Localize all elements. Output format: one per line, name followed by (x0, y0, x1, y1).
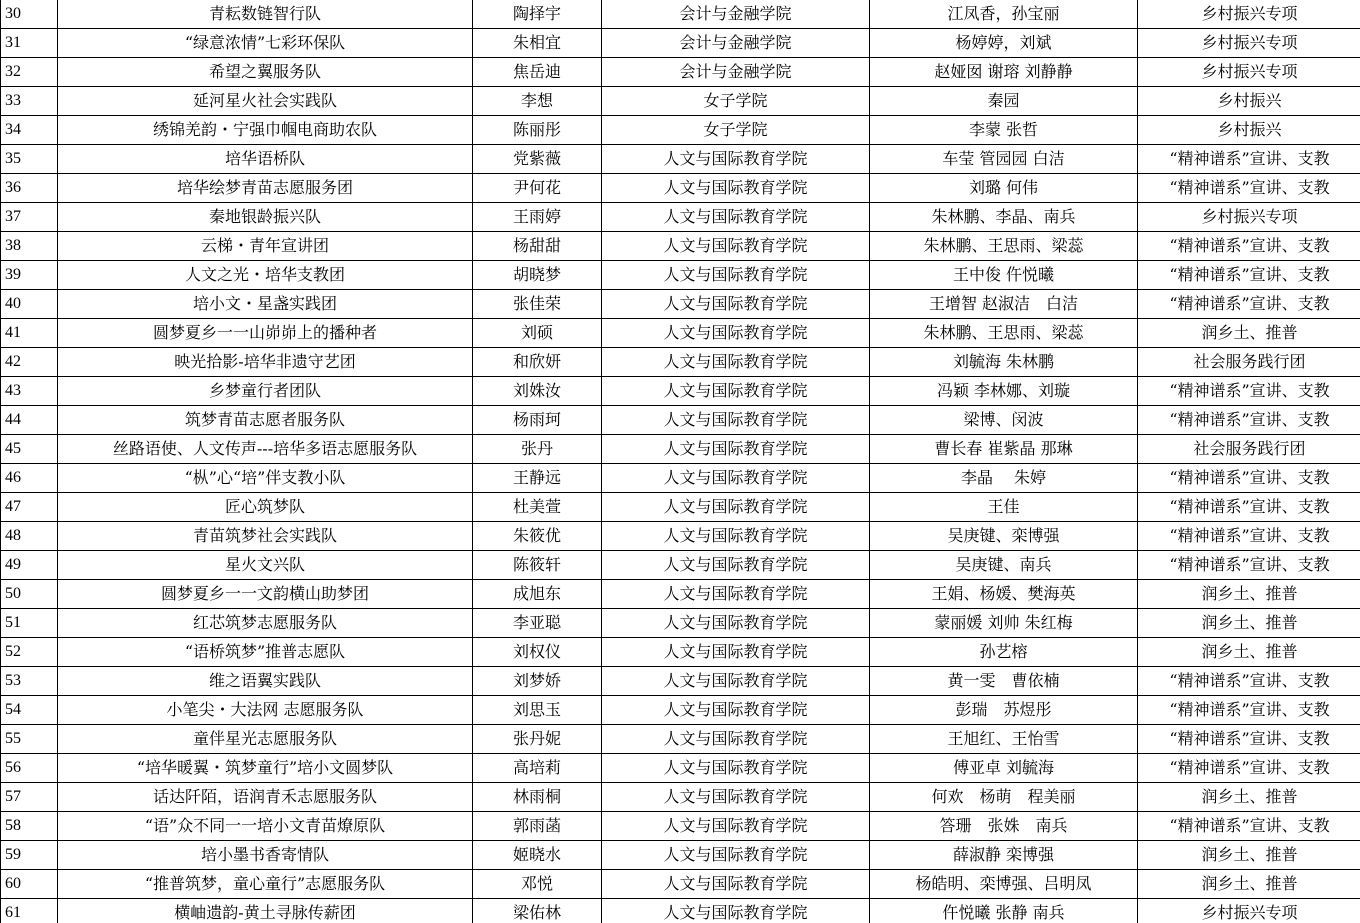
cell-college[interactable]: 人文与国际教育学院 (602, 319, 870, 348)
table-row (1, 638, 1360, 667)
cell-category[interactable]: 润乡土、推普 (1138, 870, 1360, 899)
cell-number[interactable]: 31 (1, 29, 58, 58)
cell-team-name[interactable]: 筑梦青苗志愿者服务队 (58, 406, 473, 435)
cell-number[interactable]: 30 (1, 0, 58, 29)
cell-college[interactable]: 人文与国际教育学院 (602, 580, 870, 609)
cell-team-name[interactable]: “语桥筑梦”推普志愿队 (58, 638, 473, 667)
cell-category[interactable]: 乡村振兴专项 (1138, 58, 1360, 87)
cell-college[interactable]: 女子学院 (602, 116, 870, 145)
cell-number[interactable]: 40 (1, 290, 58, 319)
cell-category[interactable]: 乡村振兴专项 (1138, 0, 1360, 29)
table-row (1, 522, 1360, 551)
table-row (1, 319, 1360, 348)
cell-number[interactable]: 39 (1, 261, 58, 290)
cell-team-name[interactable]: “推普筑梦，童心童行”志愿服务队 (58, 870, 473, 899)
cell-number[interactable]: 53 (1, 667, 58, 696)
cell-advisor[interactable]: 江凤香，孙宝丽 (870, 0, 1138, 29)
cell-leader[interactable]: 陈筱轩 (473, 551, 602, 580)
cell-category[interactable]: 社会服务践行团 (1138, 435, 1360, 464)
cell-category[interactable]: 润乡土、推普 (1138, 783, 1360, 812)
table-row (1, 377, 1360, 406)
cell-number[interactable]: 44 (1, 406, 58, 435)
cell-college[interactable]: 人文与国际教育学院 (602, 290, 870, 319)
cell-advisor[interactable]: 吴庚键、栾博强 (870, 522, 1138, 551)
table-row (1, 609, 1360, 638)
cell-category[interactable]: 乡村振兴专项 (1138, 899, 1360, 923)
cell-college[interactable]: 人文与国际教育学院 (602, 899, 870, 923)
cell-college[interactable]: 会计与金融学院 (602, 29, 870, 58)
cell-leader[interactable]: 高培莉 (473, 754, 602, 783)
cell-number[interactable]: 56 (1, 754, 58, 783)
cell-category[interactable]: “精神谱系”宣讲、支教 (1138, 725, 1360, 754)
cell-college[interactable]: 人文与国际教育学院 (602, 870, 870, 899)
table-row (1, 232, 1360, 261)
cell-advisor[interactable]: 刘毓海 朱林鹏 (870, 348, 1138, 377)
cell-team-name[interactable]: 话达阡陌，语润青禾志愿服务队 (58, 783, 473, 812)
table-row (1, 551, 1360, 580)
cell-leader[interactable]: 王雨婷 (473, 203, 602, 232)
cell-advisor[interactable]: 刘璐 何伟 (870, 174, 1138, 203)
cell-category[interactable]: 润乡土、推普 (1138, 319, 1360, 348)
cell-team-name[interactable]: 希望之翼服务队 (58, 58, 473, 87)
cell-college[interactable]: 人文与国际教育学院 (602, 522, 870, 551)
table-row (1, 348, 1360, 377)
cell-team-name[interactable]: 乡梦童行者团队 (58, 377, 473, 406)
cell-team-name[interactable]: “培华暖翼・筑梦童行”培小文圆梦队 (58, 754, 473, 783)
cell-category[interactable]: 乡村振兴专项 (1138, 203, 1360, 232)
cell-team-name[interactable]: 青苗筑梦社会实践队 (58, 522, 473, 551)
cell-team-name[interactable]: 云梯・青年宣讲团 (58, 232, 473, 261)
cell-number[interactable]: 48 (1, 522, 58, 551)
cell-advisor[interactable]: 朱林鹏、王思雨、梁蕊 (870, 232, 1138, 261)
cell-number[interactable]: 37 (1, 203, 58, 232)
cell-category[interactable]: “精神谱系”宣讲、支教 (1138, 174, 1360, 203)
table-row (1, 464, 1360, 493)
cell-team-name[interactable]: 圆梦夏乡一一山峁峁上的播种者 (58, 319, 473, 348)
cell-leader[interactable]: 朱筱优 (473, 522, 602, 551)
cell-number[interactable]: 33 (1, 87, 58, 116)
cell-leader[interactable]: 郭雨菡 (473, 812, 602, 841)
cell-college[interactable]: 人文与国际教育学院 (602, 493, 870, 522)
cell-category[interactable]: “精神谱系”宣讲、支教 (1138, 377, 1360, 406)
cell-team-name[interactable]: 丝路语使、人文传声---培华多语志愿服务队 (58, 435, 473, 464)
cell-college[interactable]: 会计与金融学院 (602, 0, 870, 29)
cell-leader[interactable]: 刘梦娇 (473, 667, 602, 696)
cell-college[interactable]: 人文与国际教育学院 (602, 377, 870, 406)
table-row (1, 116, 1360, 145)
cell-number[interactable]: 52 (1, 638, 58, 667)
cell-college[interactable]: 人文与国际教育学院 (602, 783, 870, 812)
cell-leader[interactable]: 林雨桐 (473, 783, 602, 812)
cell-college[interactable]: 人文与国际教育学院 (602, 609, 870, 638)
cell-college[interactable]: 人文与国际教育学院 (602, 464, 870, 493)
cell-college[interactable]: 人文与国际教育学院 (602, 261, 870, 290)
cell-college[interactable]: 人文与国际教育学院 (602, 696, 870, 725)
cell-category[interactable]: “精神谱系”宣讲、支教 (1138, 145, 1360, 174)
cell-category[interactable]: “精神谱系”宣讲、支教 (1138, 812, 1360, 841)
cell-category[interactable]: “精神谱系”宣讲、支教 (1138, 696, 1360, 725)
cell-advisor[interactable]: 杨婷婷，刘斌 (870, 29, 1138, 58)
table-row (1, 290, 1360, 319)
table-row (1, 725, 1360, 754)
cell-leader[interactable]: 刘思玉 (473, 696, 602, 725)
cell-college[interactable]: 人文与国际教育学院 (602, 754, 870, 783)
cell-team-name[interactable]: 匠心筑梦队 (58, 493, 473, 522)
cell-category[interactable]: 乡村振兴 (1138, 116, 1360, 145)
cell-team-name[interactable]: 圆梦夏乡一一文韵横山助梦团 (58, 580, 473, 609)
table-row (1, 58, 1360, 87)
cell-leader[interactable]: 尹何花 (473, 174, 602, 203)
cell-number[interactable]: 59 (1, 841, 58, 870)
cell-team-name[interactable]: 红芯筑梦志愿服务队 (58, 609, 473, 638)
cell-number[interactable]: 34 (1, 116, 58, 145)
table-row (1, 174, 1360, 203)
cell-team-name[interactable]: 培小文・星盏实践团 (58, 290, 473, 319)
cell-team-name[interactable]: 秦地银龄振兴队 (58, 203, 473, 232)
cell-advisor[interactable]: 冯颖 李林娜、刘璇 (870, 377, 1138, 406)
cell-leader[interactable]: 刘硕 (473, 319, 602, 348)
cell-leader[interactable]: 张丹妮 (473, 725, 602, 754)
cell-college[interactable]: 会计与金融学院 (602, 58, 870, 87)
cell-category[interactable]: “精神谱系”宣讲、支教 (1138, 667, 1360, 696)
cell-leader[interactable]: 张佳荣 (473, 290, 602, 319)
cell-team-name[interactable]: “枞”心“培”伴支教小队 (58, 464, 473, 493)
cell-advisor[interactable]: 曹长春 崔紫晶 那琳 (870, 435, 1138, 464)
table-row (1, 145, 1360, 174)
cell-category[interactable]: “精神谱系”宣讲、支教 (1138, 522, 1360, 551)
cell-leader[interactable]: 杨雨珂 (473, 406, 602, 435)
table-row (1, 841, 1360, 870)
cell-leader[interactable]: 张丹 (473, 435, 602, 464)
cell-college[interactable]: 人文与国际教育学院 (602, 435, 870, 464)
cell-team-name[interactable]: 童伴星光志愿服务队 (58, 725, 473, 754)
cell-leader[interactable]: 王静远 (473, 464, 602, 493)
cell-team-name[interactable]: 青耘数链智行队 (58, 0, 473, 29)
table-body (1, 0, 1360, 923)
cell-college[interactable]: 人文与国际教育学院 (602, 145, 870, 174)
cell-category[interactable]: “精神谱系”宣讲、支教 (1138, 551, 1360, 580)
cell-advisor[interactable]: 杨皓明、栾博强、吕明凤 (870, 870, 1138, 899)
cell-number[interactable]: 51 (1, 609, 58, 638)
cell-college[interactable]: 女子学院 (602, 87, 870, 116)
cell-advisor[interactable]: 朱林鹏、李晶、南兵 (870, 203, 1138, 232)
cell-category[interactable]: 润乡土、推普 (1138, 638, 1360, 667)
cell-number[interactable]: 61 (1, 899, 58, 923)
cell-category[interactable]: 社会服务践行团 (1138, 348, 1360, 377)
cell-team-name[interactable]: “语”众不同一一培小文青苗燎原队 (58, 812, 473, 841)
cell-team-name[interactable]: 绣锦羌韵・宁强巾帼电商助农队 (58, 116, 473, 145)
table-row (1, 203, 1360, 232)
cell-college[interactable]: 人文与国际教育学院 (602, 667, 870, 696)
cell-advisor[interactable]: 李晶 朱婷 (870, 464, 1138, 493)
cell-category[interactable]: “精神谱系”宣讲、支教 (1138, 754, 1360, 783)
cell-advisor[interactable]: 秦园 (870, 87, 1138, 116)
cell-leader[interactable]: 刘姝汝 (473, 377, 602, 406)
table-row (1, 754, 1360, 783)
cell-leader[interactable]: 杜美萱 (473, 493, 602, 522)
cell-advisor[interactable]: 朱林鹏、王思雨、梁蕊 (870, 319, 1138, 348)
cell-number[interactable]: 42 (1, 348, 58, 377)
cell-advisor[interactable]: 车莹 管园园 白洁 (870, 145, 1138, 174)
cell-team-name[interactable]: 人文之光・培华支教团 (58, 261, 473, 290)
cell-team-name[interactable]: 维之语翼实践队 (58, 667, 473, 696)
table-row (1, 261, 1360, 290)
cell-leader[interactable]: 焦岳迪 (473, 58, 602, 87)
cell-advisor[interactable]: 王增智 赵淑洁 白洁 (870, 290, 1138, 319)
cell-college[interactable]: 人文与国际教育学院 (602, 638, 870, 667)
cell-number[interactable]: 32 (1, 58, 58, 87)
table-row (1, 696, 1360, 725)
cell-advisor[interactable]: 薛淑静 栾博强 (870, 841, 1138, 870)
cell-college[interactable]: 人文与国际教育学院 (602, 551, 870, 580)
cell-team-name[interactable]: 小笔尖・大法网 志愿服务队 (58, 696, 473, 725)
cell-leader[interactable]: 和欣妍 (473, 348, 602, 377)
cell-college[interactable]: 人文与国际教育学院 (602, 812, 870, 841)
cell-number[interactable]: 55 (1, 725, 58, 754)
cell-category[interactable]: 乡村振兴专项 (1138, 29, 1360, 58)
cell-number[interactable]: 49 (1, 551, 58, 580)
cell-number[interactable]: 54 (1, 696, 58, 725)
cell-category[interactable]: 润乡土、推普 (1138, 580, 1360, 609)
cell-advisor[interactable]: 吴庚键、南兵 (870, 551, 1138, 580)
table-row (1, 870, 1360, 899)
cell-number[interactable]: 45 (1, 435, 58, 464)
cell-number[interactable]: 58 (1, 812, 58, 841)
cell-advisor[interactable]: 彭瑞 苏煜彤 (870, 696, 1138, 725)
table-row (1, 899, 1360, 923)
cell-college[interactable]: 人文与国际教育学院 (602, 203, 870, 232)
table-row (1, 406, 1360, 435)
cell-number[interactable]: 47 (1, 493, 58, 522)
cell-advisor[interactable]: 王中俊 仵悦曦 (870, 261, 1138, 290)
cell-advisor[interactable]: 李蒙 张哲 (870, 116, 1138, 145)
cell-leader[interactable]: 梁佑林 (473, 899, 602, 923)
cell-category[interactable]: 润乡土、推普 (1138, 609, 1360, 638)
cell-leader[interactable]: 朱相宜 (473, 29, 602, 58)
cell-number[interactable]: 46 (1, 464, 58, 493)
cell-college[interactable]: 人文与国际教育学院 (602, 232, 870, 261)
cell-category[interactable]: 乡村振兴 (1138, 87, 1360, 116)
cell-advisor[interactable]: 王旭红、王怡雪 (870, 725, 1138, 754)
cell-category[interactable]: 润乡土、推普 (1138, 841, 1360, 870)
cell-leader[interactable]: 党紫薇 (473, 145, 602, 174)
cell-leader[interactable]: 杨甜甜 (473, 232, 602, 261)
cell-category[interactable]: “精神谱系”宣讲、支教 (1138, 406, 1360, 435)
cell-college[interactable]: 人文与国际教育学院 (602, 174, 870, 203)
table-row (1, 783, 1360, 812)
cell-team-name[interactable]: 横岫遗韵-黄土寻脉传薪团 (58, 899, 473, 923)
cell-number[interactable]: 35 (1, 145, 58, 174)
cell-college[interactable]: 人文与国际教育学院 (602, 348, 870, 377)
cell-leader[interactable]: 陶择宇 (473, 0, 602, 29)
cell-number[interactable]: 60 (1, 870, 58, 899)
cell-category[interactable]: “精神谱系”宣讲、支教 (1138, 493, 1360, 522)
table-row (1, 87, 1360, 116)
cell-leader[interactable]: 姬晓水 (473, 841, 602, 870)
table-row (1, 0, 1360, 29)
cell-category[interactable]: “精神谱系”宣讲、支教 (1138, 232, 1360, 261)
cell-category[interactable]: “精神谱系”宣讲、支教 (1138, 290, 1360, 319)
cell-leader[interactable]: 成旭东 (473, 580, 602, 609)
cell-team-name[interactable]: 培华语桥队 (58, 145, 473, 174)
table-row (1, 580, 1360, 609)
cell-advisor[interactable]: 仵悦曦 张静 南兵 (870, 899, 1138, 923)
cell-advisor[interactable]: 蒙丽媛 刘帅 朱红梅 (870, 609, 1138, 638)
cell-leader[interactable]: 胡晓梦 (473, 261, 602, 290)
cell-team-name[interactable]: 星火文兴队 (58, 551, 473, 580)
cell-team-name[interactable]: 培小墨书香寄情队 (58, 841, 473, 870)
cell-advisor[interactable]: 何欢 杨萌 程美丽 (870, 783, 1138, 812)
table-row (1, 812, 1360, 841)
cell-number[interactable]: 38 (1, 232, 58, 261)
cell-leader[interactable]: 李亚聪 (473, 609, 602, 638)
cell-college[interactable]: 人文与国际教育学院 (602, 406, 870, 435)
cell-number[interactable]: 41 (1, 319, 58, 348)
cell-number[interactable]: 57 (1, 783, 58, 812)
cell-college[interactable]: 人文与国际教育学院 (602, 725, 870, 754)
cell-advisor[interactable]: 赵娅囡 谢瑢 刘静静 (870, 58, 1138, 87)
cell-advisor[interactable]: 梁博、闵波 (870, 406, 1138, 435)
table-row (1, 435, 1360, 464)
cell-advisor[interactable]: 傅亚卓 刘毓海 (870, 754, 1138, 783)
cell-team-name[interactable]: “绿意浓情”七彩环保队 (58, 29, 473, 58)
table-row (1, 493, 1360, 522)
cell-advisor[interactable]: 王佳 (870, 493, 1138, 522)
cell-leader[interactable]: 李想 (473, 87, 602, 116)
cell-leader[interactable]: 刘权仪 (473, 638, 602, 667)
cell-advisor[interactable]: 王娟、杨媛、樊海英 (870, 580, 1138, 609)
cell-advisor[interactable]: 孙艺榕 (870, 638, 1138, 667)
cell-advisor[interactable]: 黄一雯 曹依楠 (870, 667, 1138, 696)
cell-advisor[interactable]: 答珊 张姝 南兵 (870, 812, 1138, 841)
cell-team-name[interactable]: 培华绘梦青苗志愿服务团 (58, 174, 473, 203)
table-row (1, 29, 1360, 58)
cell-category[interactable]: “精神谱系”宣讲、支教 (1138, 261, 1360, 290)
cell-team-name[interactable]: 映光拾影-培华非遗守艺团 (58, 348, 473, 377)
cell-team-name[interactable]: 延河星火社会实践队 (58, 87, 473, 116)
cell-college[interactable]: 人文与国际教育学院 (602, 841, 870, 870)
cell-number[interactable]: 36 (1, 174, 58, 203)
cell-number[interactable]: 43 (1, 377, 58, 406)
cell-leader[interactable]: 陈丽彤 (473, 116, 602, 145)
table-row (1, 667, 1360, 696)
cell-category[interactable]: “精神谱系”宣讲、支教 (1138, 464, 1360, 493)
cell-leader[interactable]: 邓悦 (473, 870, 602, 899)
cell-number[interactable]: 50 (1, 580, 58, 609)
